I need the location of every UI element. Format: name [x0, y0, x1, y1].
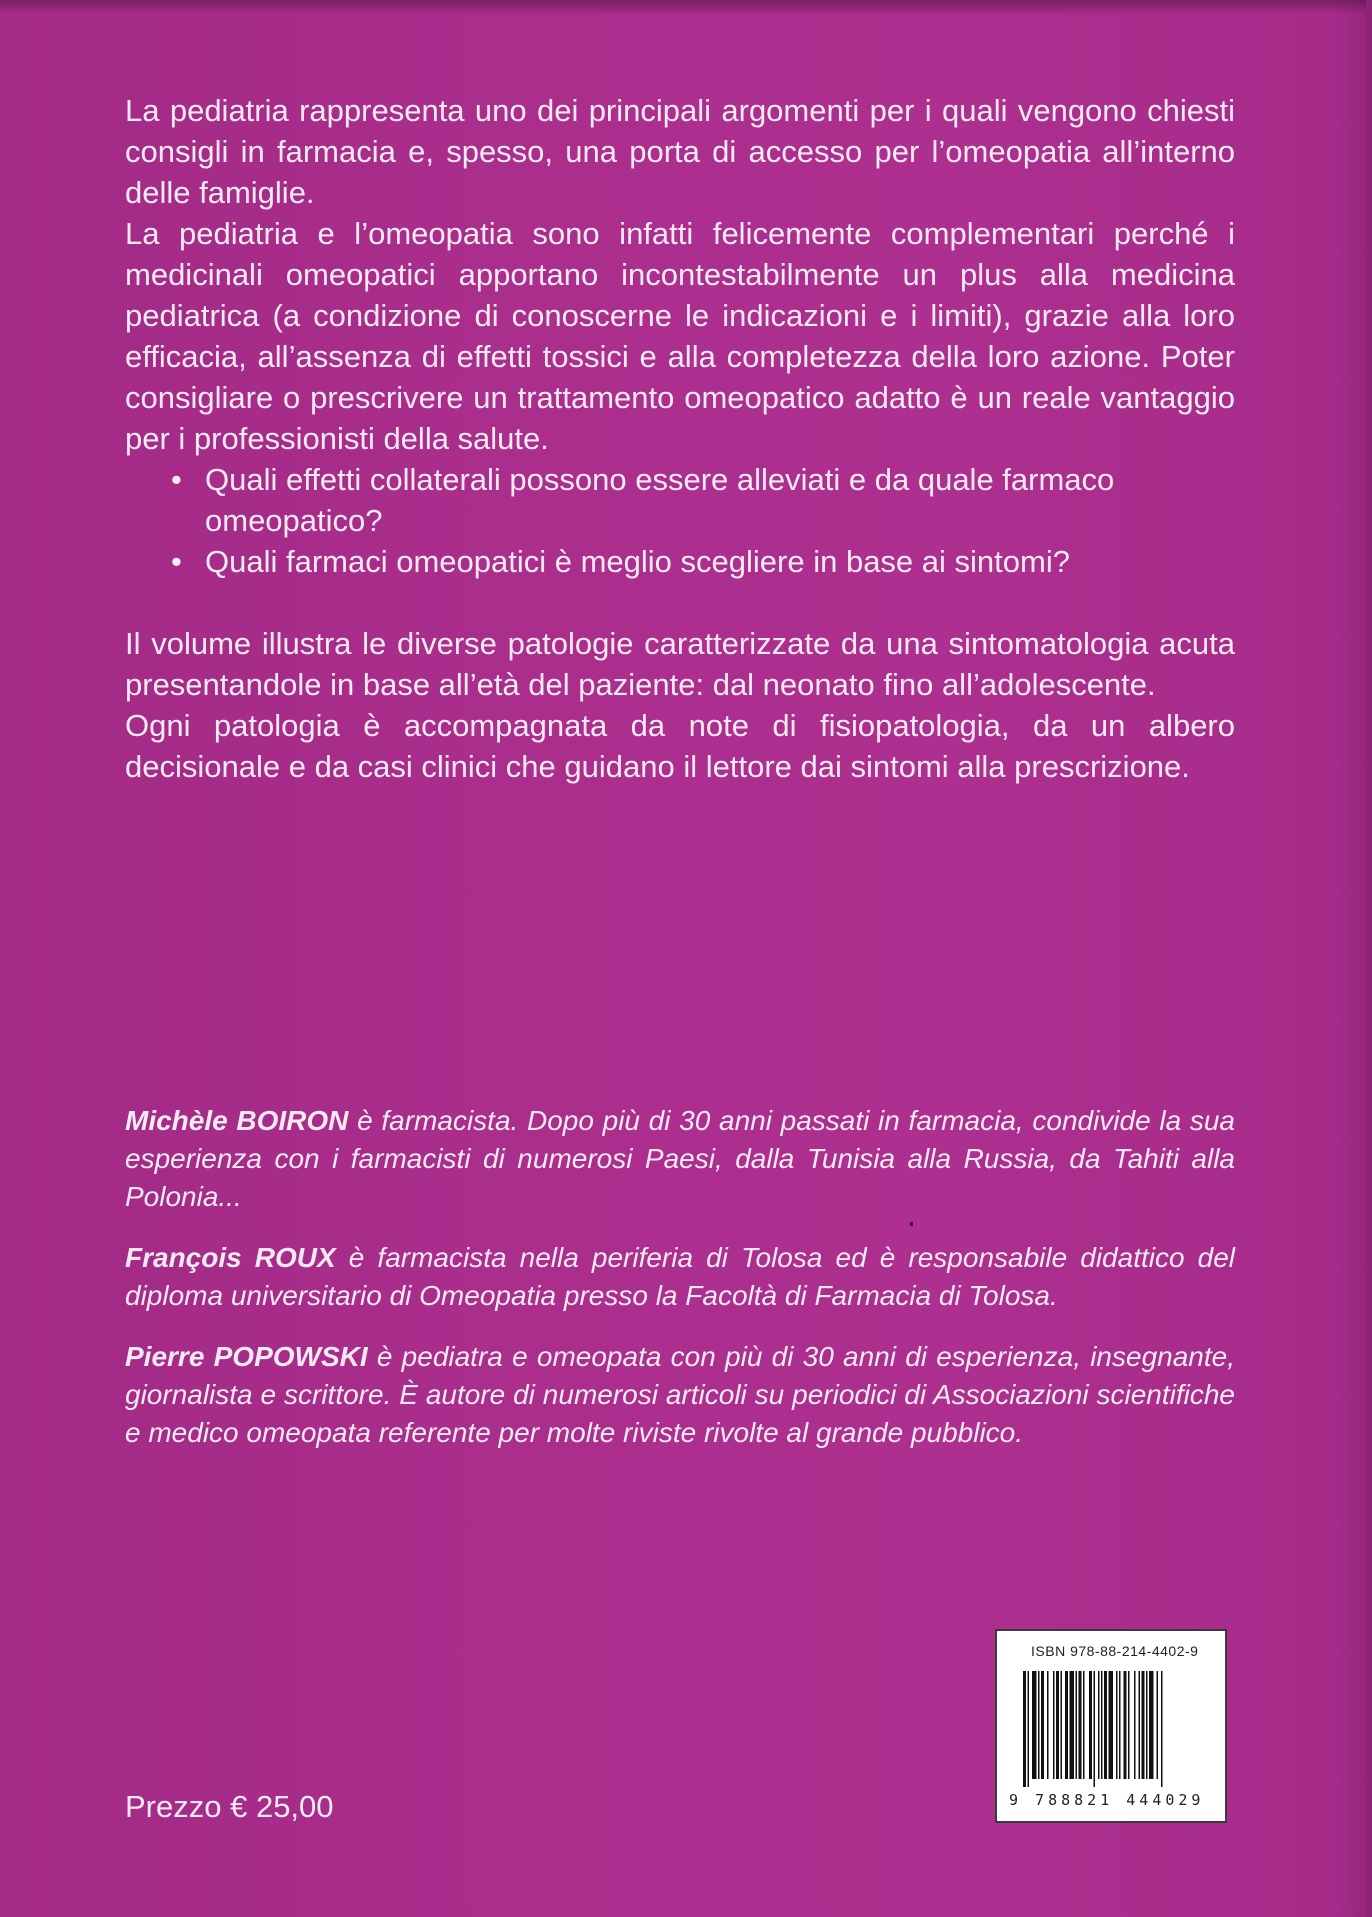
barcode-bar: [1083, 1671, 1085, 1779]
barcode-bar: [1053, 1671, 1055, 1779]
blurb-paragraph-1: La pediatria rappresenta uno dei principali argomenti per i quali vengono chiesti consigli in farmacia e, spesso, una porta di accesso per l’omeopatia all’interno delle famiglie.: [125, 93, 1235, 210]
barcode-box: [995, 1629, 1227, 1823]
bullet-icon: •: [171, 462, 182, 497]
barcode-bar: [1119, 1671, 1121, 1779]
barcode-bar: [1134, 1671, 1136, 1779]
author-bio-text: è farmacista nella periferia di Tolosa ed è responsabile didattico del diploma universitario di Omeopatia presso la Facoltà di Farmacia di Tolosa.: [125, 1242, 1235, 1311]
author-bio: [125, 1102, 1235, 1216]
barcode-bar: [1124, 1671, 1127, 1779]
barcode-bar: [1128, 1671, 1130, 1779]
blurb-bullet-list: [125, 459, 1235, 582]
barcode-bar: [1146, 1671, 1148, 1779]
blurb-paragraph-3: Il volume illustra le diverse patologie caratterizzate da una sintomatologia acuta presentandole in base all’età del paziente: dal neonato fino all’adolescente.: [125, 626, 1235, 702]
barcode-bar: [1023, 1671, 1026, 1787]
barcode-bar: [1161, 1671, 1163, 1787]
barcode-bar: [1076, 1671, 1078, 1779]
barcode-bar: [1139, 1671, 1141, 1779]
bullet-icon: •: [171, 544, 182, 579]
author-bio-text: è pediatra e omeopata con più di 30 anni di esperienza, insegnante, giornalista e scrittore. È autore di numerosi articoli su periodici di Associazioni scientifiche e medico omeopata referente per molte riviste rivolte al grande pubblico.: [125, 1341, 1235, 1448]
author-name: François ROUX: [125, 1242, 336, 1273]
barcode-bar: [1061, 1671, 1063, 1779]
barcode-digits: 9 788821 444029: [1009, 1791, 1205, 1809]
barcode-bar: [1094, 1671, 1096, 1787]
barcode-bar: [1101, 1671, 1103, 1779]
author-name: Michèle BOIRON: [125, 1105, 349, 1136]
barcode-bar: [1116, 1671, 1118, 1779]
barcode-bar: [1098, 1671, 1100, 1779]
barcode-bar: [1056, 1671, 1059, 1779]
barcode-bar: [1089, 1671, 1092, 1779]
barcode-bar: [1079, 1671, 1082, 1779]
barcode-bar: [1109, 1671, 1114, 1779]
print-speck: [910, 1222, 913, 1226]
blurb-paragraph-4: Ogni patologia è accompagnata da note di fisiopatologia, da un albero decisionale e da casi clinici che guidano il lettore dai sintomi alla prescrizione.: [125, 708, 1235, 784]
barcode-bar: [1038, 1671, 1040, 1779]
blurb-text: [125, 90, 1235, 787]
blurb-bullet-item: [171, 459, 1235, 541]
author-bio-text: è farmacista. Dopo più di 30 anni passati in farmacia, condivide la sua esperienza con i farmacisti di numerosi Paesi, dalla Tunisia alla Russia, da Tahiti alla Polonia...: [125, 1105, 1236, 1212]
price-label: Prezzo € 25,00: [125, 1789, 334, 1824]
author-name: Pierre POPOWSKI: [125, 1341, 368, 1372]
barcode-bar: [1028, 1671, 1030, 1787]
barcode-icon: [1023, 1671, 1213, 1787]
barcode-bar: [1142, 1671, 1145, 1779]
isbn-text: ISBN 978-88-214-4402-9: [1031, 1643, 1199, 1659]
barcode-bar: [1149, 1671, 1154, 1779]
cover-top-edge: [0, 0, 1372, 14]
blurb-bullet-item: [171, 541, 1235, 582]
barcode-bar: [1157, 1671, 1159, 1779]
barcode-bar: [1070, 1671, 1075, 1779]
author-bios: [125, 1102, 1235, 1475]
author-bio: [125, 1338, 1235, 1452]
barcode-bar: [1047, 1671, 1049, 1779]
barcode-bar: [1104, 1671, 1107, 1779]
cover-right-edge: [1366, 0, 1372, 1917]
barcode-bar: [1032, 1671, 1037, 1779]
paragraph-gap: [125, 582, 1235, 623]
barcode-bar: [1041, 1671, 1044, 1779]
author-bio: [125, 1239, 1235, 1315]
blurb-bullet-text: Quali farmaci omeopatici è meglio scegliere in base ai sintomi?: [205, 544, 1070, 579]
barcode-bar: [1065, 1671, 1068, 1779]
blurb-bullet-text: Quali effetti collaterali possono essere alleviati e da quale farmaco omeopatico?: [205, 462, 1115, 538]
blurb-paragraph-2: La pediatria e l’omeopatia sono infatti felicemente complementari perché i medicinali omeopatici apportano incontestabilmente un plus alla medicina pediatrica (a condizione di conoscerne le indicazioni e i limiti), grazie alla loro efficacia, all’assenza di effetti tossici e alla completezza della loro azione. Poter consigliare o prescrivere un trattamento omeopatico adatto è un reale vantaggio per i professionisti della salute.: [125, 216, 1235, 456]
